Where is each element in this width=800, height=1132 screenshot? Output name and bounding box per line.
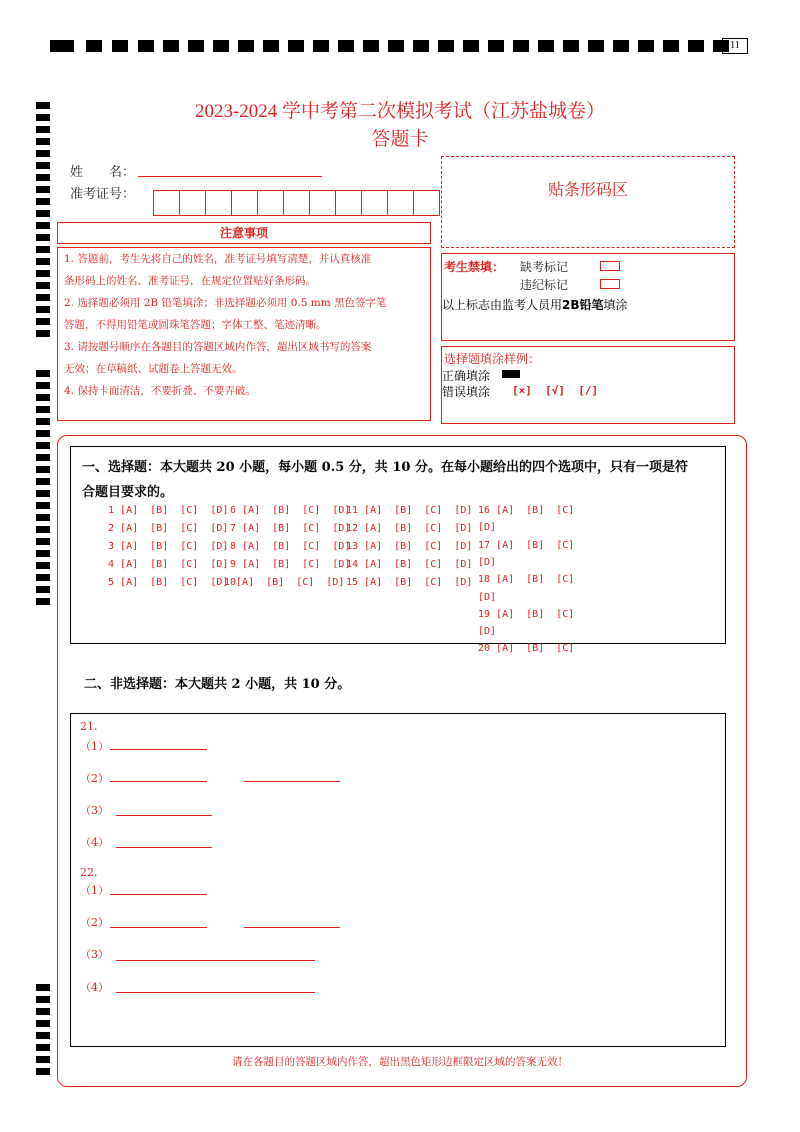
timing-mark [388,40,404,52]
timing-mark [438,40,454,52]
timing-mark [36,418,50,425]
choice-row[interactable]: 17 [A] [B] [C] [478,539,575,551]
timing-mark [36,586,50,593]
correct-fill-mark [502,370,520,378]
timing-mark [36,246,50,253]
timing-mark [36,550,50,557]
q22-answer-3[interactable] [116,959,315,961]
timing-mark [36,382,50,389]
q21-answer-3[interactable] [116,814,212,816]
barcode-area [441,156,735,248]
timing-mark [513,40,529,52]
timing-mark [36,538,50,545]
timing-mark [36,234,50,241]
timing-mark [36,490,50,497]
timing-mark [36,330,50,337]
timing-mark [36,1032,50,1039]
q21-answer-2b[interactable] [244,780,340,782]
choice-row[interactable]: 7 [A] [B] [C] [D] [224,523,351,534]
q22-answer-2a[interactable] [110,926,207,928]
timing-mark [488,40,504,52]
timing-mark [36,526,50,533]
notice-line: 4. 保持卡面清洁，不要折叠、不要弄破。 [64,385,256,397]
q21-label: 21. [80,720,98,733]
notice-line: 答题，不得用铅笔或圆珠笔答题；字体工整、笔迹清晰。 [64,319,327,331]
timing-mark [36,1044,50,1051]
q22-sub-3: （3） [80,948,109,961]
timing-mark [36,162,50,169]
timing-mark [563,40,579,52]
timing-mark [163,40,179,52]
timing-mark [36,370,50,377]
notice-line: 条形码上的姓名、准考证号，在规定位置贴好条形码。 [64,275,316,287]
timing-mark [36,198,50,205]
timing-mark [338,40,354,52]
timing-mark [313,40,329,52]
timing-mark [36,574,50,581]
timing-mark [663,40,679,52]
timing-mark [263,40,279,52]
timing-mark [588,40,604,52]
timing-mark [36,222,50,229]
timing-mark [288,40,304,52]
timing-mark [36,306,50,313]
wrong-fill-marks: [×] [√] [/] [512,384,599,397]
q21-answer-4[interactable] [116,846,212,848]
timing-mark [36,562,50,569]
choice-row[interactable]: [D] [478,591,497,603]
choice-row[interactable]: 13 [A] [B] [C] [D] [346,541,473,552]
notice-title: 注意事项 [57,222,431,244]
section1-heading-cont: 合题目要求的。 [82,485,174,500]
timing-mark [86,40,102,52]
q21-sub-3: （3） [80,804,109,817]
notice-box [57,247,431,421]
choice-row[interactable]: 6 [A] [B] [C] [D] [224,505,351,516]
q21-sub-1: （1） [80,740,109,753]
timing-mark [36,150,50,157]
timing-mark [36,454,50,461]
absent-mark[interactable] [600,261,620,271]
timing-mark [363,40,379,52]
violation-mark[interactable] [600,279,620,289]
q22-sub-2: （2） [80,916,109,929]
prohibited-note: 以上标志由监考人员用2B铅笔填涂 [442,298,628,312]
choice-row[interactable]: 10[A] [B] [C] [D] [224,577,345,588]
timing-mark [36,406,50,413]
barcode-label: 贴条形码区 [547,180,628,199]
timing-mark [36,282,50,289]
timing-mark [36,174,50,181]
timing-mark [688,40,704,52]
q21-answer-1[interactable] [110,748,207,750]
timing-mark [36,984,50,991]
q22-sub-4: （4） [80,981,109,994]
choice-row[interactable]: 12 [A] [B] [C] [D] [346,523,473,534]
notice-line: 2. 选择题必须用 2B 铅笔填涂；非选择题必须用 0.5 mm 黑色签字笔 [64,297,387,309]
timing-mark [213,40,229,52]
exam-id-label: 准考证号： [70,187,136,202]
timing-mark [36,258,50,265]
choice-row[interactable]: 4 [A] [B] [C] [D] [102,559,229,570]
q22-answer-2b[interactable] [244,926,340,928]
name-label: 姓 名： [70,165,136,180]
timing-mark [36,442,50,449]
notice-line: 3. 请按题号顺序在各题目的答题区域内作答，超出区域书写的答案 [64,341,372,353]
q22-answer-1[interactable] [110,893,207,895]
notice-line: 1. 答题前，考生先将自己的姓名，准考证号填写清楚，并认真核准 [64,253,372,265]
choice-row[interactable]: 8 [A] [B] [C] [D] [224,541,351,552]
exam-id-boxes[interactable] [154,190,440,214]
timing-mark [413,40,429,52]
choice-row[interactable]: 3 [A] [B] [C] [D] [102,541,229,552]
timing-mark [36,294,50,301]
timing-mark [36,996,50,1003]
timing-mark [36,1020,50,1027]
timing-mark [463,40,479,52]
section2-box [70,713,726,1047]
choice-row[interactable]: 1 [A] [B] [C] [D] [102,505,229,516]
choice-row[interactable]: 19 [A] [B] [C] [478,608,575,620]
timing-mark [238,40,254,52]
choice-row[interactable]: 15 [A] [B] [C] [D] [346,577,473,588]
timing-mark [36,1008,50,1015]
timing-mark [36,598,50,605]
fill-sample-box [441,346,735,424]
choice-row[interactable]: 11 [A] [B] [C] [D] [346,505,473,516]
section1-heading: 一、选择题：本大题共 20 小题，每小题 0.5 分，共 10 分。在每小题给出的四个选项中，只有一项是符 [82,460,688,475]
q22-answer-4[interactable] [116,991,315,993]
timing-mark [638,40,654,52]
timing-mark [112,40,128,52]
timing-mark [36,210,50,217]
timing-mark [36,478,50,485]
choice-row[interactable]: 5 [A] [B] [C] [D] [102,577,229,588]
timing-mark [36,1068,50,1075]
choice-row[interactable]: 20 [A] [B] [C] [478,643,575,655]
choice-row[interactable]: 2 [A] [B] [C] [D] [102,523,229,534]
timing-mark [36,270,50,277]
notice-line: 无效；在草稿纸、试题卷上答题无效。 [64,363,243,375]
q22-label: 22. [80,866,98,879]
prohibited-title: 考生禁填： [444,260,505,274]
timing-mark [613,40,629,52]
choice-row[interactable]: [D] [478,522,497,534]
timing-mark [538,40,554,52]
correct-fill-label: 正确填涂 [442,369,491,383]
q21-sub-4: （4） [80,836,109,849]
choice-row[interactable]: 18 [A] [B] [C] [478,574,575,586]
q21-sub-2: （2） [80,772,109,785]
footer-warning: 请在各题目的答题区域内作答，超出黑色矩形边框限定区域的答案无效！ [232,1056,568,1068]
q22-sub-1: （1） [80,884,109,897]
timing-mark [36,318,50,325]
page-number: 11 [722,38,748,54]
q21-answer-2a[interactable] [110,780,207,782]
timing-mark [36,186,50,193]
fill-sample-title: 选择题填涂样例： [444,352,541,366]
timing-mark [36,394,50,401]
timing-mark [188,40,204,52]
prohibited-box [441,253,735,341]
violation-label: 违纪标记 [520,278,569,292]
timing-mark [50,40,74,52]
choice-row[interactable]: 14 [A] [B] [C] [D] [346,559,473,570]
choice-row[interactable]: 9 [A] [B] [C] [D] [224,559,351,570]
choice-row[interactable]: 16 [A] [B] [C] [478,505,575,516]
timing-mark [36,514,50,521]
section2-heading: 二、非选择题：本大题共 2 小题，共 10 分。 [84,677,351,692]
wrong-fill-label: 错误填涂 [442,385,491,399]
choice-row[interactable]: [D] [478,556,497,568]
choice-row[interactable]: [D] [478,626,497,638]
name-input-line[interactable] [138,176,322,177]
timing-mark [138,40,154,52]
absent-label: 缺考标记 [520,260,569,274]
page-subtitle: 答题卡 [371,128,429,150]
timing-mark [36,430,50,437]
page-title: 2023-2024 学中考第二次模拟考试（江苏盐城卷） [194,101,606,122]
timing-mark [36,502,50,509]
timing-mark [36,466,50,473]
